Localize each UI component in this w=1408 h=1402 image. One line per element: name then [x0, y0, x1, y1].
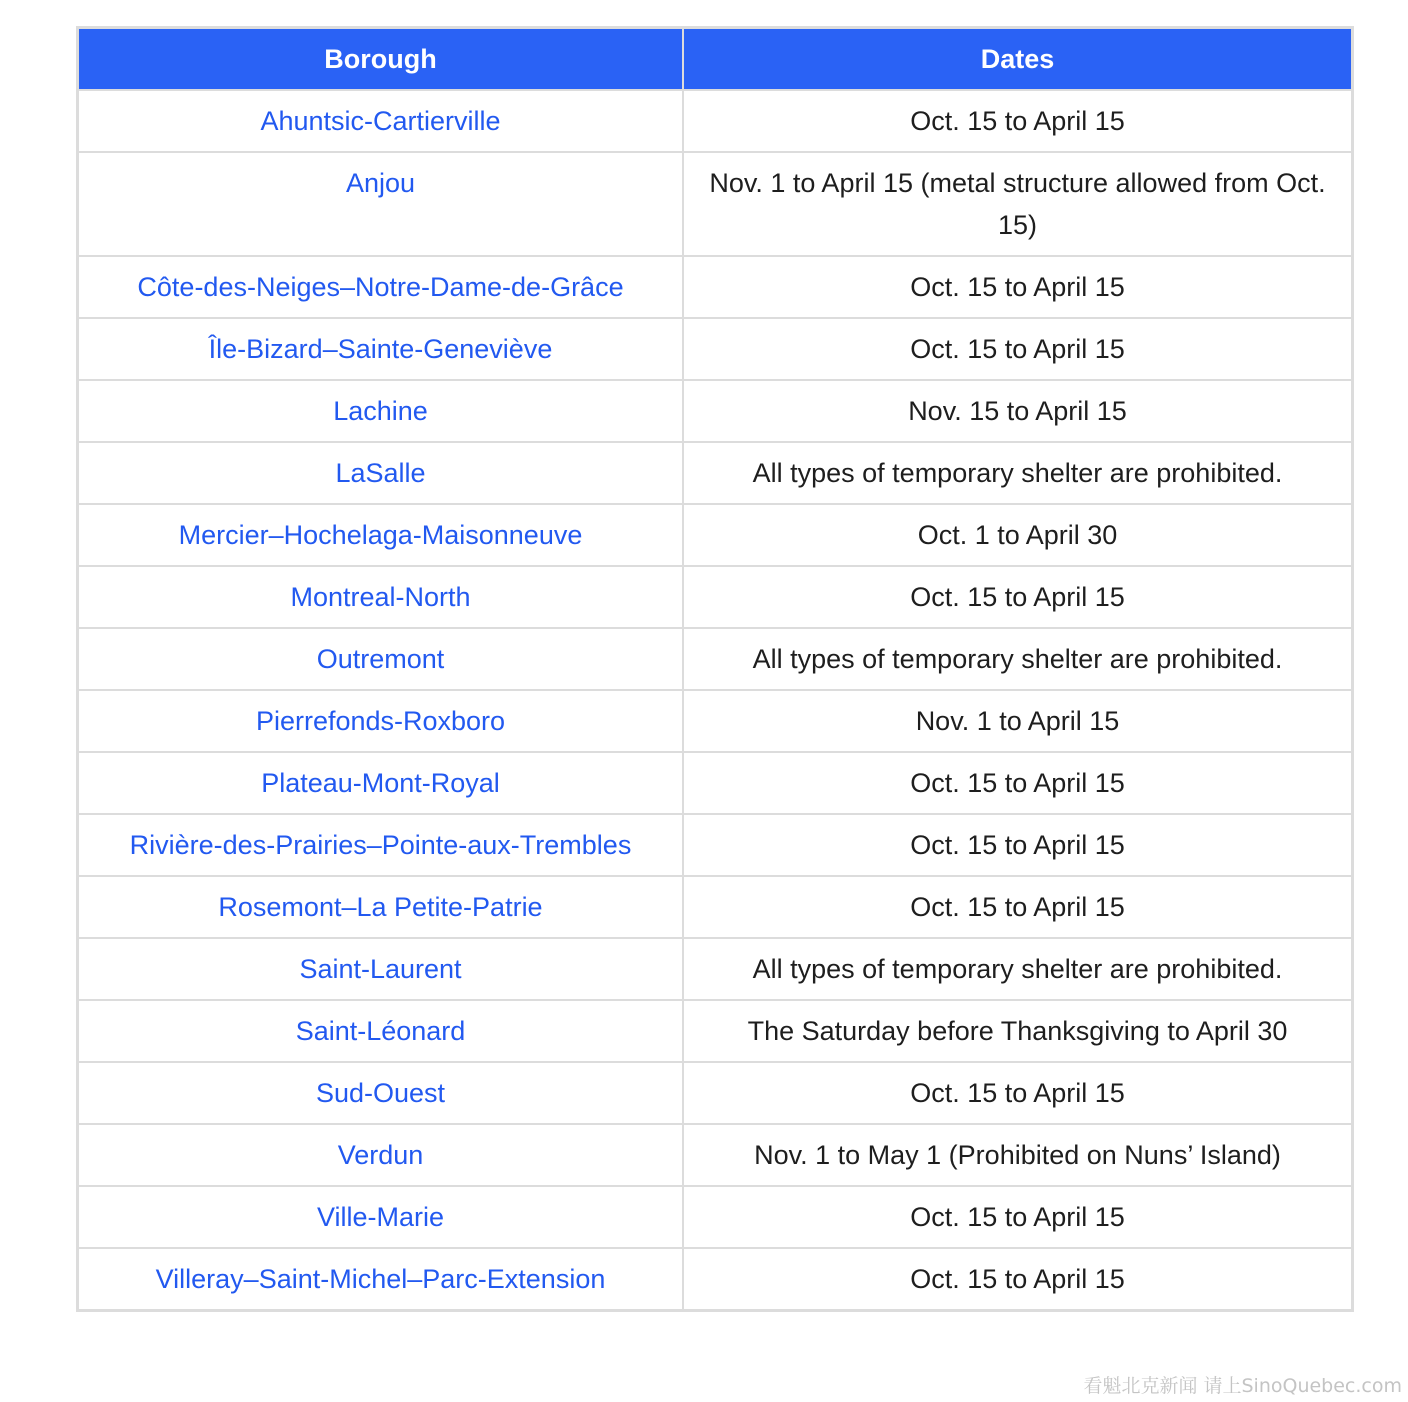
dates-cell: All types of temporary shelter are prohibited.	[683, 628, 1353, 690]
borough-cell	[78, 90, 684, 152]
dates-cell: Oct. 15 to April 15	[683, 566, 1353, 628]
table-row	[78, 752, 1353, 814]
borough-link[interactable]: Outremont	[316, 644, 445, 674]
borough-cell	[78, 1124, 684, 1186]
borough-cell	[78, 504, 684, 566]
dates-cell: Oct. 15 to April 15	[683, 814, 1353, 876]
dates-cell: Oct. 15 to April 15	[683, 752, 1353, 814]
table-row	[78, 442, 1353, 504]
dates-cell: Oct. 15 to April 15	[683, 1186, 1353, 1248]
borough-link[interactable]: Côte-des-Neiges–Notre-Dame-de-Grâce	[137, 272, 624, 302]
borough-link[interactable]: Villeray–Saint-Michel–Parc-Extension	[155, 1264, 606, 1294]
dates-cell: Nov. 1 to May 1 (Prohibited on Nuns’ Island)	[683, 1124, 1353, 1186]
borough-link[interactable]: Île-Bizard–Sainte-Geneviève	[208, 334, 553, 364]
table-row	[78, 814, 1353, 876]
borough-link[interactable]: Saint-Léonard	[295, 1016, 466, 1046]
table-row	[78, 1186, 1353, 1248]
header-dates: Dates	[683, 28, 1353, 91]
table-row	[78, 938, 1353, 1000]
table-row	[78, 380, 1353, 442]
borough-cell	[78, 1062, 684, 1124]
table-row	[78, 628, 1353, 690]
dates-cell: All types of temporary shelter are prohibited.	[683, 938, 1353, 1000]
table-row	[78, 690, 1353, 752]
borough-link[interactable]: Rivière-des-Prairies–Pointe-aux-Trembles	[129, 830, 632, 860]
header-borough: Borough	[78, 28, 684, 91]
table-row	[78, 1062, 1353, 1124]
borough-cell	[78, 690, 684, 752]
dates-cell: Nov. 1 to April 15 (metal structure allowed from Oct. 15)	[683, 152, 1353, 256]
borough-cell	[78, 752, 684, 814]
borough-cell	[78, 318, 684, 380]
table-row	[78, 1248, 1353, 1311]
borough-link[interactable]: Rosemont–La Petite-Patrie	[218, 892, 543, 922]
table-body	[78, 90, 1353, 1311]
borough-link[interactable]: Verdun	[337, 1140, 424, 1170]
borough-cell	[78, 442, 684, 504]
dates-cell: Nov. 1 to April 15	[683, 690, 1353, 752]
borough-link[interactable]: LaSalle	[335, 458, 426, 488]
table-row	[78, 1124, 1353, 1186]
borough-link[interactable]: Ahuntsic-Cartierville	[260, 106, 501, 136]
table-row	[78, 876, 1353, 938]
dates-cell: Oct. 15 to April 15	[683, 1248, 1353, 1311]
borough-cell	[78, 1186, 684, 1248]
borough-cell	[78, 566, 684, 628]
table-header-row	[78, 28, 1353, 91]
dates-cell: Oct. 15 to April 15	[683, 318, 1353, 380]
dates-cell: Oct. 15 to April 15	[683, 90, 1353, 152]
borough-cell	[78, 814, 684, 876]
borough-dates-table-container	[76, 26, 1354, 1312]
borough-link[interactable]: Pierrefonds-Roxboro	[255, 706, 506, 736]
dates-cell: Oct. 15 to April 15	[683, 256, 1353, 318]
table-row	[78, 1000, 1353, 1062]
borough-cell	[78, 876, 684, 938]
borough-cell	[78, 1248, 684, 1311]
dates-cell: The Saturday before Thanksgiving to April 30	[683, 1000, 1353, 1062]
borough-dates-table	[76, 26, 1354, 1312]
borough-cell	[78, 256, 684, 318]
dates-cell: Oct. 15 to April 15	[683, 1062, 1353, 1124]
table-row	[78, 566, 1353, 628]
borough-link[interactable]: Anjou	[345, 168, 416, 198]
borough-link[interactable]: Mercier–Hochelaga-Maisonneuve	[178, 520, 583, 550]
table-row	[78, 256, 1353, 318]
dates-cell: Oct. 1 to April 30	[683, 504, 1353, 566]
table-row	[78, 90, 1353, 152]
dates-cell: Oct. 15 to April 15	[683, 876, 1353, 938]
borough-cell	[78, 152, 684, 256]
borough-cell	[78, 380, 684, 442]
table-header	[78, 28, 1353, 91]
borough-link[interactable]: Ville-Marie	[316, 1202, 445, 1232]
table-row	[78, 152, 1353, 256]
table-row	[78, 504, 1353, 566]
borough-link[interactable]: Lachine	[333, 396, 428, 426]
dates-cell: Nov. 15 to April 15	[683, 380, 1353, 442]
borough-link[interactable]: Montreal-North	[290, 582, 471, 612]
watermark: 看魁北克新闻 请上SinoQuebec.com	[1083, 1375, 1402, 1397]
table-row	[78, 318, 1353, 380]
dates-cell: All types of temporary shelter are prohibited.	[683, 442, 1353, 504]
borough-cell	[78, 938, 684, 1000]
borough-link[interactable]: Sud-Ouest	[315, 1078, 446, 1108]
borough-cell	[78, 1000, 684, 1062]
borough-cell	[78, 628, 684, 690]
borough-link[interactable]: Plateau-Mont-Royal	[261, 768, 500, 798]
borough-link[interactable]: Saint-Laurent	[299, 954, 462, 984]
